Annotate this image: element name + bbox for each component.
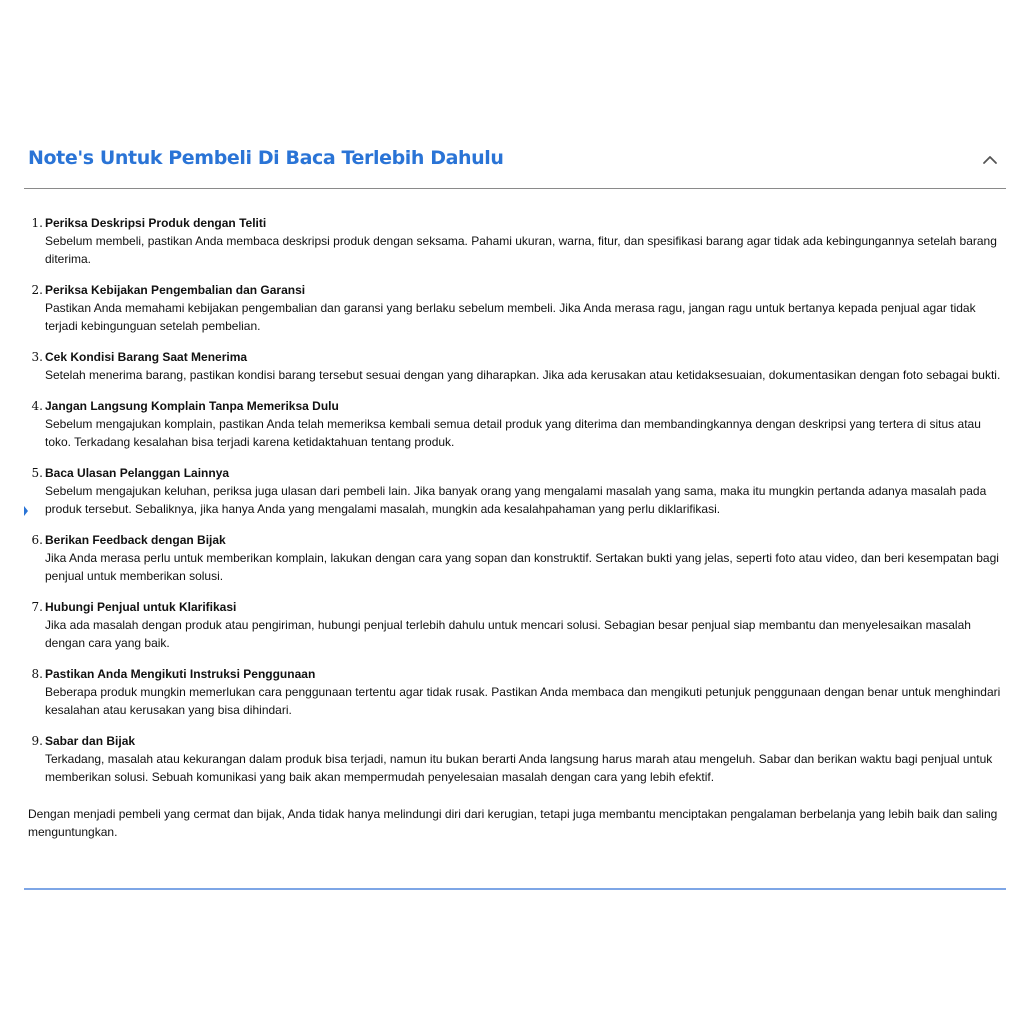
step-number: 9. (31, 734, 43, 748)
closing-paragraph: Dengan menjadi pembeli yang cermat dan bijak, Anda tidak hanya melindungi diri dari kerugian, tetapi juga membantu menciptakan pengalaman berbelanja yang lebih baik dan saling menguntungkan. (28, 807, 998, 839)
step-text: Sebelum mengajukan komplain, pastikan Anda telah memeriksa kembali semua detail produk yang diterima dan membandingkannya dengan deskripsi yang tertera di situs atau toko. Terkadang kesalahan bisa terjadi karena ketidaktahuan tentang produk. (45, 417, 981, 449)
step-number: 1. (31, 216, 43, 230)
step-text: Pastikan Anda memahami kebijakan pengembalian dan garansi yang berlaku sebelum membeli. Jika Anda merasa ragu, jangan ragu untuk bertanya kepada penjual agar tidak terjadi kebingunguan setelah pembelian. (45, 301, 976, 333)
step-number: 5. (31, 466, 43, 480)
step-text: Jika ada masalah dengan produk atau pengiriman, hubungi penjual terlebih dahulu untuk mencari solusi. Sebagian besar penjual siap membantu dan menyelesaikan masalah dengan cara yang baik. (45, 618, 971, 650)
list-item (24, 348, 1006, 384)
scroll-marker-icon (24, 506, 28, 516)
step-number: 4. (31, 399, 43, 413)
notes-panel (24, 136, 1006, 839)
list-item (24, 397, 1006, 451)
step-number: 8. (31, 667, 43, 681)
step-number: 2. (31, 283, 43, 297)
step-title: Hubungi Penjual untuk Klarifikasi (45, 600, 237, 614)
step-text: Jika Anda merasa perlu untuk memberikan komplain, lakukan dengan cara yang sopan dan konstruktif. Sertakan bukti yang jelas, seperti foto atau video, dan beri kesempatan bagi penjual untuk memberikan solusi. (45, 551, 999, 583)
list-item (24, 531, 1006, 585)
panel-title: Note's Untuk Pembeli Di Baca Terlebih Dahulu (28, 147, 504, 169)
step-title: Sabar dan Bijak (45, 734, 136, 748)
list-item (24, 464, 1006, 518)
step-text: Beberapa produk mungkin memerlukan cara penggunaan tertentu agar tidak rusak. Pastikan Anda membaca dan mengikuti petunjuk penggunaan dengan benar untuk menghindari kesalahan atau kerusakan yang bisa dihindari. (45, 685, 1001, 717)
chevron-up-icon (980, 150, 1000, 170)
step-title: Cek Kondisi Barang Saat Menerima (45, 350, 248, 364)
collapse-toggle-button[interactable] (980, 150, 1000, 170)
step-number: 3. (31, 350, 43, 364)
list-item (24, 665, 1006, 719)
step-title: Periksa Deskripsi Produk dengan Teliti (45, 216, 267, 230)
list-item (24, 732, 1006, 786)
step-title: Pastikan Anda Mengikuti Instruksi Penggunaan (45, 667, 316, 681)
step-text: Terkadang, masalah atau kekurangan dalam produk bisa terjadi, namun itu bukan berarti Anda langsung harus marah atau mengeluh. Sabar dan berikan waktu bagi penjual untuk memberikan solusi. Sebuah komunikasi yang baik akan mempermudah penyelesaian masalah dengan cara yang lebih efektif. (45, 752, 993, 784)
step-number: 6. (31, 533, 43, 547)
list-item (24, 214, 1006, 268)
list-item (24, 598, 1006, 652)
step-title: Jangan Langsung Komplain Tanpa Memeriksa Dulu (45, 399, 339, 413)
step-title: Berikan Feedback dengan Bijak (45, 533, 226, 547)
step-text: Setelah menerima barang, pastikan kondisi barang tersebut sesuai dengan yang diharapkan. Jika ada kerusakan atau ketidaksesuaian, dokumentasikan dengan foto sebagai bukti. (45, 368, 1001, 382)
step-number: 7. (31, 600, 43, 614)
step-text: Sebelum membeli, pastikan Anda membaca deskripsi produk dengan seksama. Pahami ukuran, warna, fitur, dan spesifikasi barang agar tidak ada kebingungannya setelah barang diterima. (45, 234, 997, 266)
steps-list (24, 214, 1006, 799)
list-item (24, 281, 1006, 335)
panel-bottom-divider (24, 888, 1006, 890)
step-title: Baca Ulasan Pelanggan Lainnya (45, 466, 230, 480)
step-title: Periksa Kebijakan Pengembalian dan Garansi (45, 283, 306, 297)
panel-header[interactable] (24, 136, 1006, 189)
step-text: Sebelum mengajukan keluhan, periksa juga ulasan dari pembeli lain. Jika banyak orang yang mengalami masalah yang sama, maka itu mungkin pertanda adanya masalah pada produk tersebut. Sebaliknya, jika hanya Anda yang mengalami masalah, mungkin ada kesalahpahaman yang perlu diklarifikasi. (45, 484, 987, 516)
